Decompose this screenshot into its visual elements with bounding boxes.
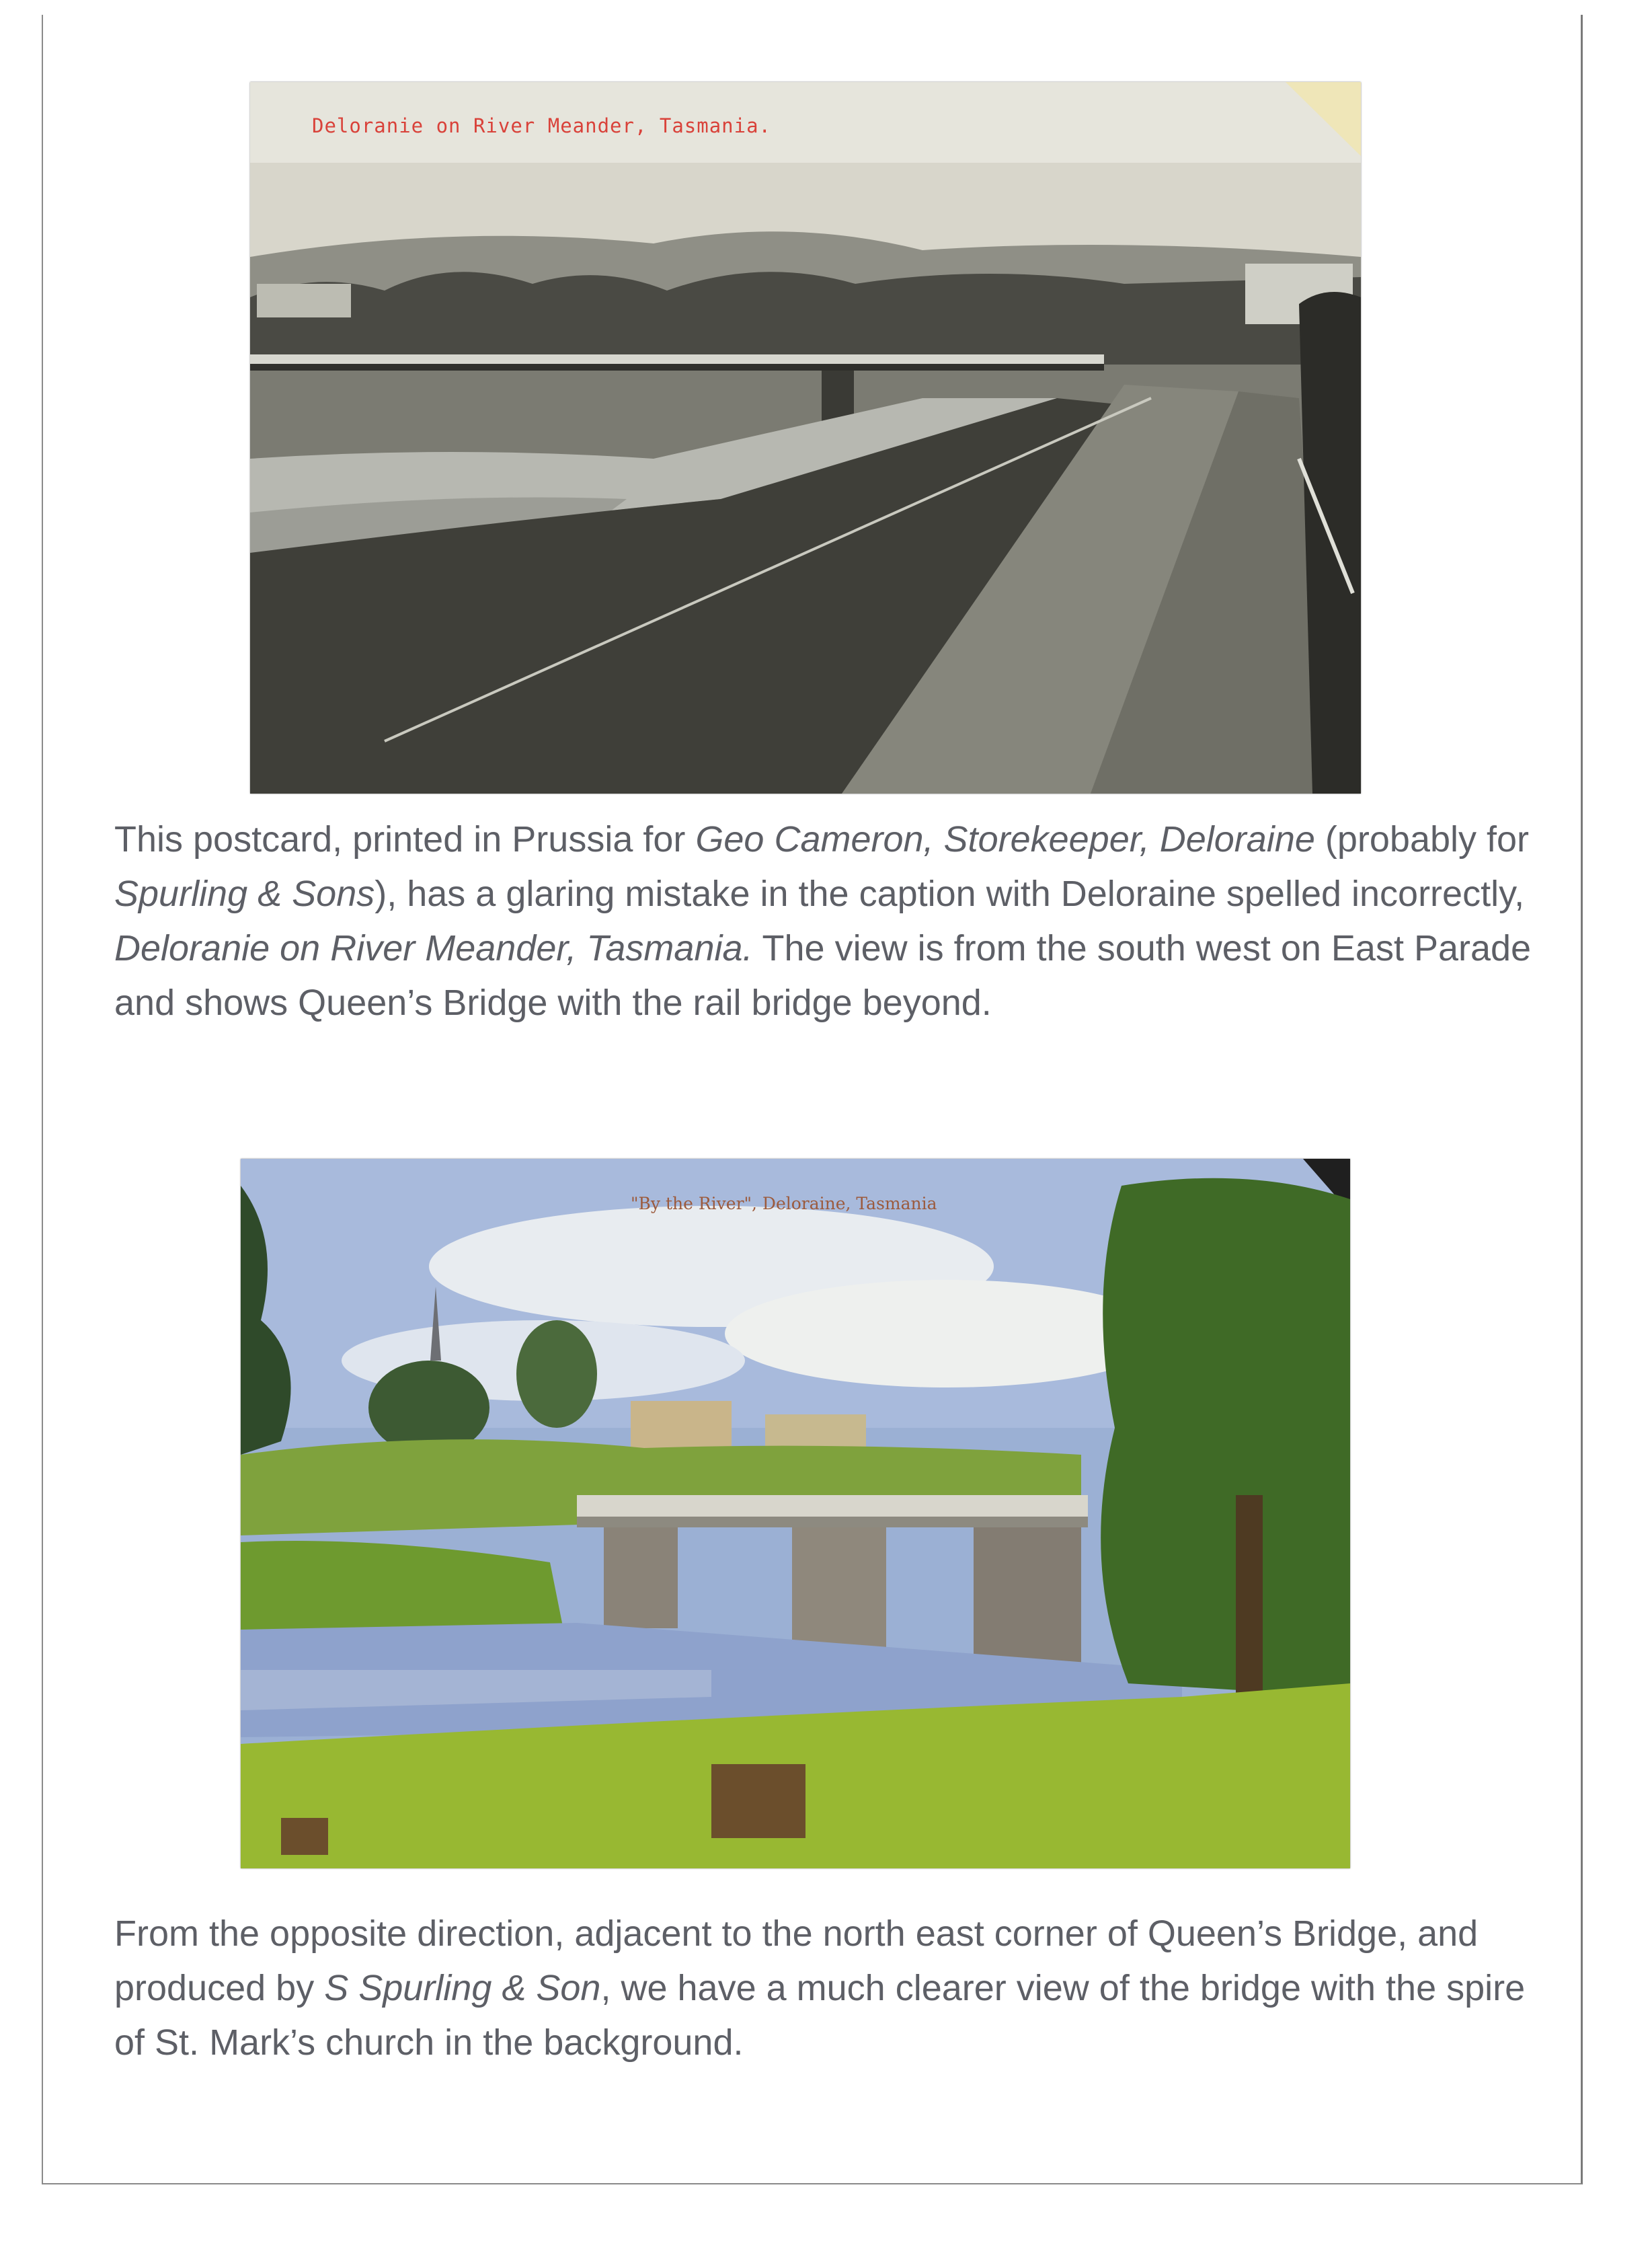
- postcard-caption: Deloranie on River Meander, Tasmania.: [312, 114, 772, 137]
- description-paragraph-2: [114, 1907, 1533, 2070]
- text-run-italic: Spurling & Sons: [114, 874, 375, 914]
- text-run-italic: Geo Cameron, Storekeeper, Deloraine: [695, 819, 1315, 860]
- postcard-by-the-river: [241, 1159, 1350, 1868]
- text-run-italic: S Spurling & Son: [324, 1968, 601, 2008]
- text-run: The view is from the south west on East Parade and shows Queen’s Bridge with the rail bridge beyond.: [114, 928, 1532, 1023]
- postcard-deloranie-image: [250, 82, 1361, 794]
- text-run: This postcard, printed in Prussia for: [114, 819, 696, 860]
- text-run: From the opposite direction, adjacent to the north east corner of Queen’s Bridge, and produced by: [114, 1913, 1479, 2008]
- text-run: , we have a much clearer view of the bridge with the spire of St. Mark’s church in the background.: [114, 1968, 1526, 2063]
- postcard-by-the-river-image: [241, 1159, 1350, 1868]
- text-run: (probably for: [1314, 819, 1530, 860]
- text-run: ), has a glaring mistake in the caption with Deloraine spelled incorrectly,: [375, 874, 1525, 914]
- postcard-caption: "By the River", Deloraine, Tasmania: [631, 1194, 937, 1213]
- postcard-deloranie: [250, 82, 1361, 794]
- text-run-italic: Deloranie on River Meander, Tasmania.: [114, 928, 753, 968]
- description-paragraph-1: [114, 812, 1533, 1030]
